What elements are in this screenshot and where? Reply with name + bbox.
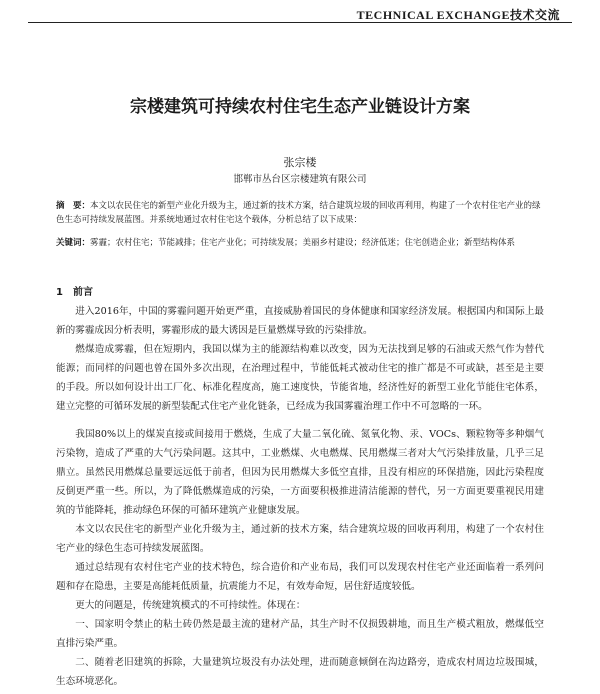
paragraph: 进入2016年，中国的雾霾问题开始更严重，直接威胁着国民的身体健康和国家经济发展。根据国内和国际上最新的雾霾成因分析表明，雾霾形成的最大诱因是巨量燃煤导致的污染排放。: [56, 306, 544, 336]
abstract-label: 摘 要：: [56, 201, 91, 211]
paragraph: 一、国家明令禁止的粘土砖仍然是最主流的建材产品，其生产时不仅损毁耕地，而且生产模式粗放，燃煤低空直排污染严重。: [56, 619, 544, 649]
page-header: [0, 0, 600, 24]
article-title: 宗楼建筑可持续农村住宅生态产业链设计方案: [130, 97, 470, 117]
section-number: 1: [56, 287, 63, 298]
header-rule: [28, 22, 572, 23]
column-label: TECHNICAL EXCHANGE技术交流: [356, 8, 560, 22]
paragraph: 燃煤造成雾霾，但在短期内，我国以煤为主的能源结构难以改变，因为无法找到足够的石油或天然气作为替代能源；而同样的问题也曾在国外多次出现，在治理过程中，节能低耗式被动住宅的推广都是不可或缺，甚至是主要的手段。所以如何设计出工厂化、标准化程度高，施工速度快，节能省地，经济性好的新型工业化节能住宅体系，建立完整的可循环发展的新型装配式住宅产业化链条，已经成为我国雾霾治理工作中不可忽略的一环。: [56, 344, 544, 412]
paragraph: 二、随着老旧建筑的拆除，大量建筑垃圾没有办法处理，进而随意倾倒在沟边路旁，造成农村周边垃圾围城，生态环境恶化。: [56, 657, 544, 687]
keywords: [56, 236, 544, 250]
abstract: [56, 199, 544, 227]
keywords-text: 雾霾；农村住宅；节能减排；住宅产业化；可持续发展；美丽乡村建设；经济低迷；住宅创造企业；新型结构体系: [90, 238, 516, 248]
section-title: 前言: [72, 287, 93, 298]
author-affiliation: 邯郸市丛台区宗楼建筑有限公司: [233, 174, 367, 185]
keywords-label: 关键词：: [56, 238, 91, 248]
article-body: [56, 302, 544, 691]
abstract-text: 本文以农民住宅的新型产业化升级为主，通过新的技术方案，结合建筑垃圾的回收再利用，构建了一个农村住宅产业的绿色生态可持续发展蓝图。并系统地通过农村住宅这个载体，分析总结了以下成果：: [56, 201, 541, 225]
author-name: 张宗楼: [283, 156, 317, 169]
paragraph: 更大的问题是，传统建筑模式的不可持续性。体现在：: [75, 600, 306, 611]
paragraph: 本文以农民住宅的新型产业化升级为主，通过新的技术方案，结合建筑垃圾的回收再利用，构建了一个农村住宅产业的绿色生态可持续发展蓝图。: [56, 524, 544, 554]
paragraph: 我国80%以上的煤炭直接或间接用于燃烧，生成了大量二氧化硫、氮氧化物、汞、VOCs、颗粒物等多种烟气污染物，造成了严重的大气污染问题。这其中，工业燃煤、火电燃煤、民用燃煤三者对大气污染排放量，几乎三足鼎立。虽然民用燃煤总量要远远低于前者，但因为民用燃煤大多低空直排，且没有相应的环保措施，因此污染程度反倒更严重一些。所以，为了降低燃煤造成的污染，一方面要积极推进清洁能源的替代，另一方面更要重视民用建筑的节能降耗，推动绿色环保的可循环建筑产业健康发展。: [56, 429, 544, 516]
paragraph: 通过总结现有农村住宅产业的技术特色，综合造价和产业布局，我们可以发现农村住宅产业还面临着一系列问题和存在隐患，主要是高能耗低质量，抗震能力不足，有效寿命短，居住舒适度较低。: [56, 562, 544, 592]
section-heading: [56, 283, 93, 298]
